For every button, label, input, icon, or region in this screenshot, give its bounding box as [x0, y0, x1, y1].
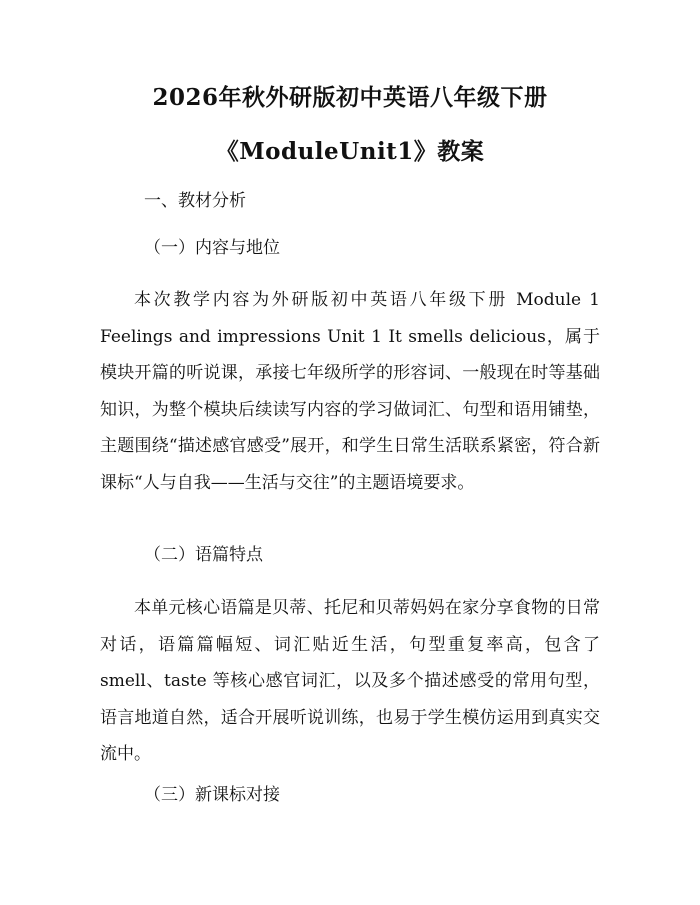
- document-title-line2: 《ModuleUnit1》教案: [215, 138, 485, 165]
- paragraph-content-position: 本次教学内容为外研版初中英语八年级下册 Module 1 Feelings and impressions Unit 1 It smells delicious，属于模块开篇的听说课，承接七年级所学的形容词、一般现在时等基础知识，为整个模块后续读写内容的学习做词汇、句型和语用铺垫，主题围绕“描述感官感受”展开，和学生日常生活联系紧密，符合新课标“人与自我——生活与交往”的主题语境要求。: [100, 290, 600, 493]
- document-title-line1: 2026年秋外研版初中英语八年级下册: [152, 84, 548, 111]
- subsection-heading-text-features: （二）语篇特点: [144, 545, 263, 565]
- subsection-heading-curriculum-alignment: （三）新课标对接: [144, 785, 280, 805]
- subsection-heading-content-position: （一）内容与地位: [144, 238, 280, 258]
- paragraph-text-features: 本单元核心语篇是贝蒂、托尼和贝蒂妈妈在家分享食物的日常对话，语篇篇幅短、词汇贴近生活，句型重复率高，包含了 smell、taste 等核心感官词汇，以及多个描述感受的常用句型，语言地道自然，适合开展听说训练，也易于学生模仿运用到真实交流中。: [100, 598, 600, 764]
- section-heading-textbook-analysis: 一、教材分析: [144, 191, 246, 211]
